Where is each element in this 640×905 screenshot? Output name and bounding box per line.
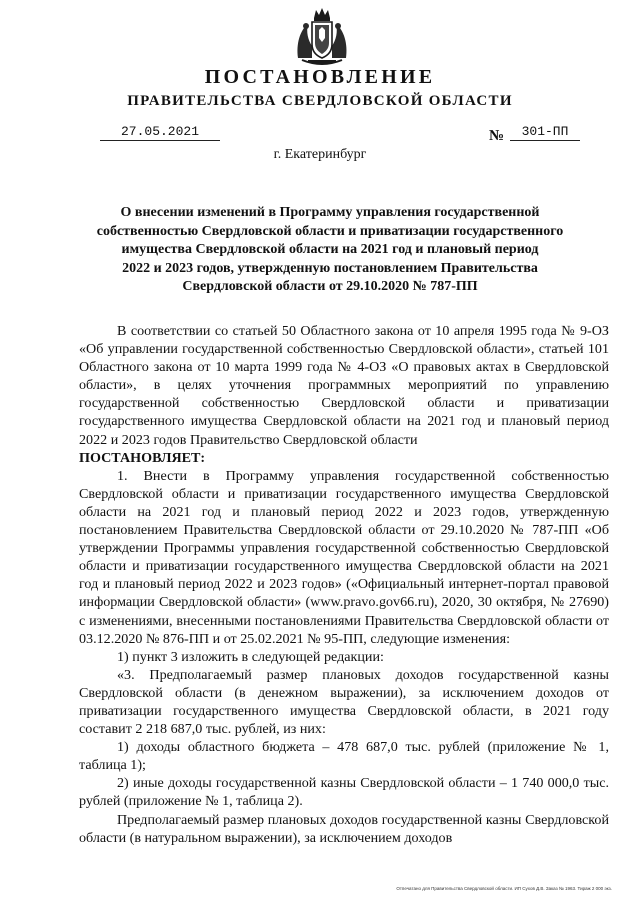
body-paragraph: «3. Предполагаемый размер плановых доходов государственной казны Свердловской области (в денежном выражении), за исключением доходов от приватизации государственного имущества Свердловской области, в 2021 году составит 2 218 687,0 тыс. рублей, из них: <box>79 666 609 738</box>
body-paragraph: 1) доходы областного бюджета – 478 687,0 тыс. рублей (приложение № 1, таблица 1); <box>79 739 609 774</box>
body-paragraph: Предполагаемый размер плановых доходов государственной казны Свердловской области (в натуральном выражении), за исключением доходов <box>79 811 609 846</box>
body-paragraph: 1. Внести в Программу управления государственной собственностью Свердловской области и приватизации государственного имущества Свердловской области на 2021 год и плановый период 2022 и 2023 годов, утвержденную постановлением Правительства Свердловской области от 29.10.2020 № 787-ПП «Об утверждении Программы управления государственной собственностью Свердловской области и приватизации государственного имущества Свердловской области на 2021 год и плановый период 2022 и 2023 годов» («Официальный интернет-портал правовой информации Свердловской области» (www.pravo.gov66.ru), 2020, 30 октября, № 27690) с изменениями, внесенными постановлениями Правительства Свердловской области от 03.12.2020 № 876-ПП и от 25.02.2021 № 95-ПП, следующие изменения: <box>79 467 609 647</box>
document-number: 301-ПП <box>510 124 580 141</box>
body-paragraph: 2) иные доходы государственной казны Свердловской области – 1 740 000,0 тыс. рублей (приложение № 1, таблица 2). <box>79 775 609 810</box>
heading-line: собственностью Свердловской области и приватизации государственного <box>96 223 564 239</box>
document-subtitle: ПРАВИТЕЛЬСТВА СВЕРДЛОВСКОЙ ОБЛАСТИ <box>127 93 513 109</box>
document-date: 27.05.2021 <box>100 124 220 141</box>
heading-line: 2022 и 2023 годов, утвержденную постановлением Правительства <box>122 260 538 276</box>
heading-line: Свердловской области от 29.10.2020 № 787-ПП <box>182 279 478 295</box>
number-label: № <box>489 128 505 144</box>
print-footer: Отпечатано для Правительства Свердловской области. ИП Сухов Д.В. Заказ № 1963. Тираж 2 000 экз. <box>396 886 612 891</box>
body-paragraph: 1) пункт 3 изложить в следующей редакции: <box>117 648 384 665</box>
document-city: г. Екатеринбург <box>273 147 367 162</box>
heading-line: имущества Свердловской области на 2021 год и плановый период <box>121 242 539 258</box>
heading-line: О внесении изменений в Программу управления государственной <box>120 205 540 220</box>
body-paragraph: В соответствии со статьей 50 Областного закона от 10 апреля 1995 года № 9-ОЗ «Об управлении государственной собственностью Свердловской области», статьей 101 Областного закона от 10 марта 1999 года № 4-ОЗ «О правовых актах в Свердловской области», в целях уточнения программных мероприятий по управлению государственной собственностью Свердловской области и приватизации государственного имущества Свердловской области на 2021 год и плановый период 2022 и 2023 годов Правительство Свердловской области <box>79 323 609 448</box>
coat-of-arms-icon <box>294 6 350 68</box>
document-body <box>79 322 609 847</box>
document-title: ПОСТАНОВЛЕНИЕ <box>204 66 436 88</box>
document-heading <box>95 204 565 297</box>
resolve-word: ПОСТАНОВЛЯЕТ: <box>79 449 206 466</box>
